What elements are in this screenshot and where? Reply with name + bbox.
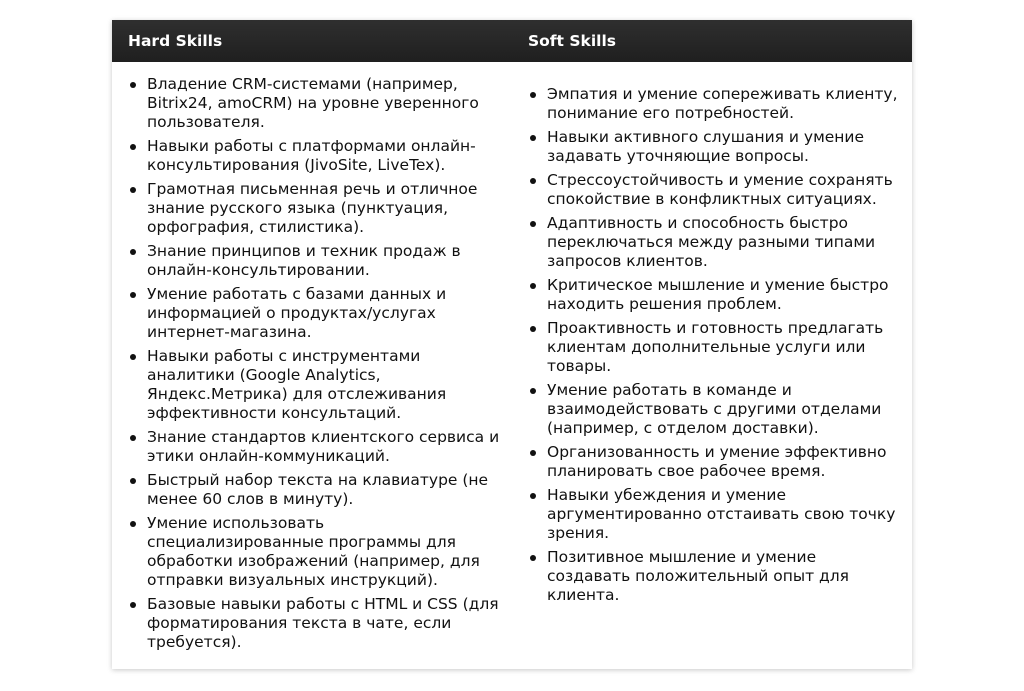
- soft-skills-header: Soft Skills: [528, 32, 616, 50]
- hard-skill-item: Владение CRM-системами (например, Bitrix24, amoCRM) на уровне уверенного пользователя.: [147, 75, 512, 132]
- table-body-row: [112, 62, 912, 657]
- hard-skill-item: Навыки работы с инструментами аналитики (Google Analytics, Яндекс.Метрика) для отслеживания эффективности консультаций.: [147, 347, 512, 423]
- hard-skill-item: Базовые навыки работы с HTML и CSS (для форматирования текста в чате, если требуется).: [147, 595, 512, 652]
- hard-skills-cell: [112, 62, 512, 657]
- soft-skill-item: Стрессоустойчивость и умение сохранять спокойствие в конфликтных ситуациях.: [547, 171, 912, 209]
- hard-skill-item: Умение использовать специализированные программы для обработки изображений (например, для отправки визуальных инструкций).: [147, 514, 512, 590]
- hard-skill-item: Грамотная письменная речь и отличное знание русского языка (пунктуация, орфография, стилистика).: [147, 180, 512, 237]
- hard-skill-item: Знание принципов и техник продаж в онлайн-консультировании.: [147, 242, 512, 280]
- soft-skill-item: Организованность и умение эффективно планировать свое рабочее время.: [547, 443, 912, 481]
- soft-skill-item: Эмпатия и умение сопереживать клиенту, понимание его потребностей.: [547, 85, 912, 123]
- table-header-row: [112, 20, 912, 62]
- skills-table: [112, 20, 912, 669]
- soft-skill-item: Проактивность и готовность предлагать клиентам дополнительные услуги или товары.: [547, 319, 912, 376]
- soft-skills-list: [512, 85, 912, 605]
- hard-skills-header: Hard Skills: [128, 32, 223, 50]
- soft-skill-item: Навыки убеждения и умение аргументированно отстаивать свою точку зрения.: [547, 486, 912, 543]
- soft-skill-item: Адаптивность и способность быстро переключаться между разными типами запросов клиентов.: [547, 214, 912, 271]
- soft-skills-cell: [512, 62, 912, 657]
- hard-skills-list: [112, 75, 512, 652]
- hard-skill-item: Умение работать с базами данных и информацией о продуктах/услугах интернет-магазина.: [147, 285, 512, 342]
- soft-skill-item: Критическое мышление и умение быстро находить решения проблем.: [547, 276, 912, 314]
- soft-skill-item: Навыки активного слушания и умение задавать уточняющие вопросы.: [547, 128, 912, 166]
- hard-skill-item: Быстрый набор текста на клавиатуре (не менее 60 слов в минуту).: [147, 471, 512, 509]
- hard-skill-item: Знание стандартов клиентского сервиса и этики онлайн-коммуникаций.: [147, 428, 512, 466]
- soft-skill-item: Позитивное мышление и умение создавать положительный опыт для клиента.: [547, 548, 912, 605]
- soft-skill-item: Умение работать в команде и взаимодействовать с другими отделами (например, с отделом доставки).: [547, 381, 912, 438]
- hard-skill-item: Навыки работы с платформами онлайн-консультирования (JivoSite, LiveTex).: [147, 137, 512, 175]
